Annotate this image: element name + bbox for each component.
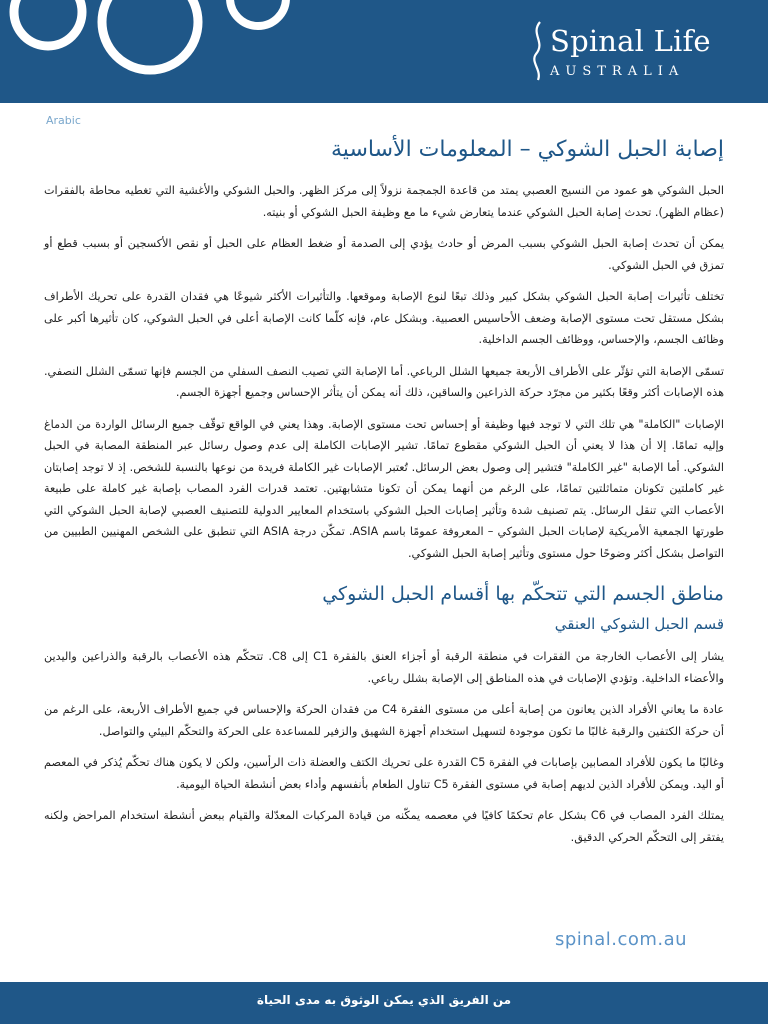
- spinal-life-logo[interactable]: [528, 20, 718, 85]
- header-banner: [0, 0, 768, 103]
- footer-tagline: من الفريق الذي يمكن الوثوق به مدى الحياة: [256, 993, 512, 1007]
- subsection-title: قسم الحبل الشوكي العنقي: [554, 615, 724, 633]
- paragraph: يمكن أن تحدث إصابة الحبل الشوكي بسبب المرض أو حادث يؤدي إلى الصدمة أو ضغط العظام على الحبل أو نقص الأكسجين أو بسبب قطع أو تمزق في الحبل الشوكي.: [44, 237, 724, 272]
- footer-banner: [0, 982, 768, 1024]
- page-title: إصابة الحبل الشوكي – المعلومات الأساسية: [331, 137, 724, 162]
- paragraph: تسمّى الإصابة التي تؤثّر على الأطراف الأربعة جميعها الشلل الرباعي. أما الإصابة التي تصيب النصف السفلي من الجسم فإنها تسمّى الشلل النصفي. هذه الإصابات أكثر وقعًا بكثير من مجرّد حركة الذراعين والساقين، ذلك أنه يمكن أن يتأثر الإحساس وجميع أجهزة الجسم.: [44, 364, 724, 399]
- decorative-rings-icon: [0, 0, 300, 103]
- spine-swoosh-icon: [528, 20, 548, 82]
- document-body: [44, 128, 724, 858]
- paragraph: تختلف تأثيرات إصابة الحبل الشوكي بشكل كبير وذلك تبعًا لنوع الإصابة وموقعها. والتأثيرات الأكثر شيوعًا هي فقدان القدرة على تحريك الأطراف بشكل مستقل تحت مستوى الإصابة وضعف الأحاسيس العصبية. وبشكل عام، فإنه كلّما كانت الإصابة أعلى في الحبل الشوكي، كان تأثيرها أكبر على وظائف الجسم، والإحساس، ووظائف الجسم الداخلية.: [44, 290, 724, 346]
- paragraph: الحبل الشوكي هو عمود من النسيج العصبي يمتد من قاعدة الجمجمة نزولاً إلى مركز الظهر. والحبل الشوكي والأغشية التي تغطيه محاطة بالفقرات (عظام الظهر). تحدث إصابة الحبل الشوكي عندما يتعارض شيء ما مع وظيفة الحبل الشوكي أو بنيته.: [44, 184, 724, 219]
- paragraph: الإصابات "الكاملة" هي تلك التي لا توجد فيها وظيفة أو إحساس تحت مستوى الإصابة. وهذا يعني في الواقع توقّف جميع الرسائل الواردة من الدماغ وإليه تمامًا. إلا أن هذا لا يعني أن الحبل الشوكي مقطوع تمامًا. تشير الإصابات الكاملة إلى عدم وصول رسائل عبر المنطقة المصابة في الحبل الشوكي. أما الإصابة "غير الكاملة" فتشير إلى وصول بعض الرسائل. تُعتبر الإصابات غير الكاملة فريدة من نوعها بالنسبة للشخص. إذ لا توجد إصابتان غير كاملتين تكونان متماثلتين تمامًا، على الرغم من أنهما يمكن أن تكونا متشابهتين. تعتمد قدرات الفرد المصاب بإصابة غير كاملة على طبيعة الأعصاب التي تنقل الرسائل. يتم تصنيف شدة وتأثير إصابات الحبل الشوكي باستخدام المعايير الدولية للتصنيف العصبي لإصابة الحبل الشوكي التي طورتها الجمعية الأمريكية لإصابات الحبل الشوكي – المعروفة عمومًا باسم ASIA. تمكّن درجة ASIA التي تنطبق على الشخص المهنيين الطبيين من التواصل بشكل أكثر وضوحًا حول مستوى وتأثير إصابة الحبل الشوكي.: [44, 417, 725, 560]
- brand-subtitle: AUSTRALIA: [550, 64, 685, 79]
- section-title: مناطق الجسم التي تتحكّم بها أقسام الحبل الشوكي: [322, 583, 724, 605]
- paragraph: يمتلك الفرد المصاب في C6 بشكل عام تحكمًا كافيًا في معصمه يمكّنه من قيادة المركبات المعدّلة والقيام ببعض أنشطة استخدام المراحض ولكنه يفتقر إلى التحكّم الحركي الدقيق.: [44, 809, 724, 844]
- paragraph: يشار إلى الأعصاب الخارجة من الفقرات في منطقة الرقبة أو أجزاء العنق بالفقرة C1 إلى C8. تتحكّم هذه الأعصاب بالرقبة والذراعين واليدين والأعضاء الداخلية. وتؤدي الإصابات في هذه المناطق إلى الإصابة بشلل رباعي.: [44, 650, 724, 685]
- brand-name: Spinal Life: [550, 24, 711, 58]
- paragraph: وغالبًا ما يكون للأفراد المصابين بإصابات في الفقرة C5 القدرة على تحريك الكتف والعضلة ذات الرأسين، ولكن لا يكون هناك تحكّم يُذكر في المعصم أو اليد. ويمكن للأفراد الذين لديهم إصابة في مستوى الفقرة C5 تناول الطعام بأنفسهم وأداء بعض أنشطة الحياة اليومية.: [44, 756, 724, 791]
- paragraph: عادة ما يعاني الأفراد الذين يعانون من إصابة أعلى من مستوى الفقرة C4 من فقدان الحركة والإحساس في جميع الأطراف الأربعة، على الرغم من أن حركة الكتفين والرقبة غالبًا ما تكون موجودة لتسهيل استخدام أجهزة الشهيق والزفير للمساعدة على الحركة والتحكّم البيئي والتواصل.: [44, 703, 724, 738]
- language-label: Arabic: [46, 114, 81, 127]
- website-link[interactable]: spinal.com.au: [555, 929, 688, 950]
